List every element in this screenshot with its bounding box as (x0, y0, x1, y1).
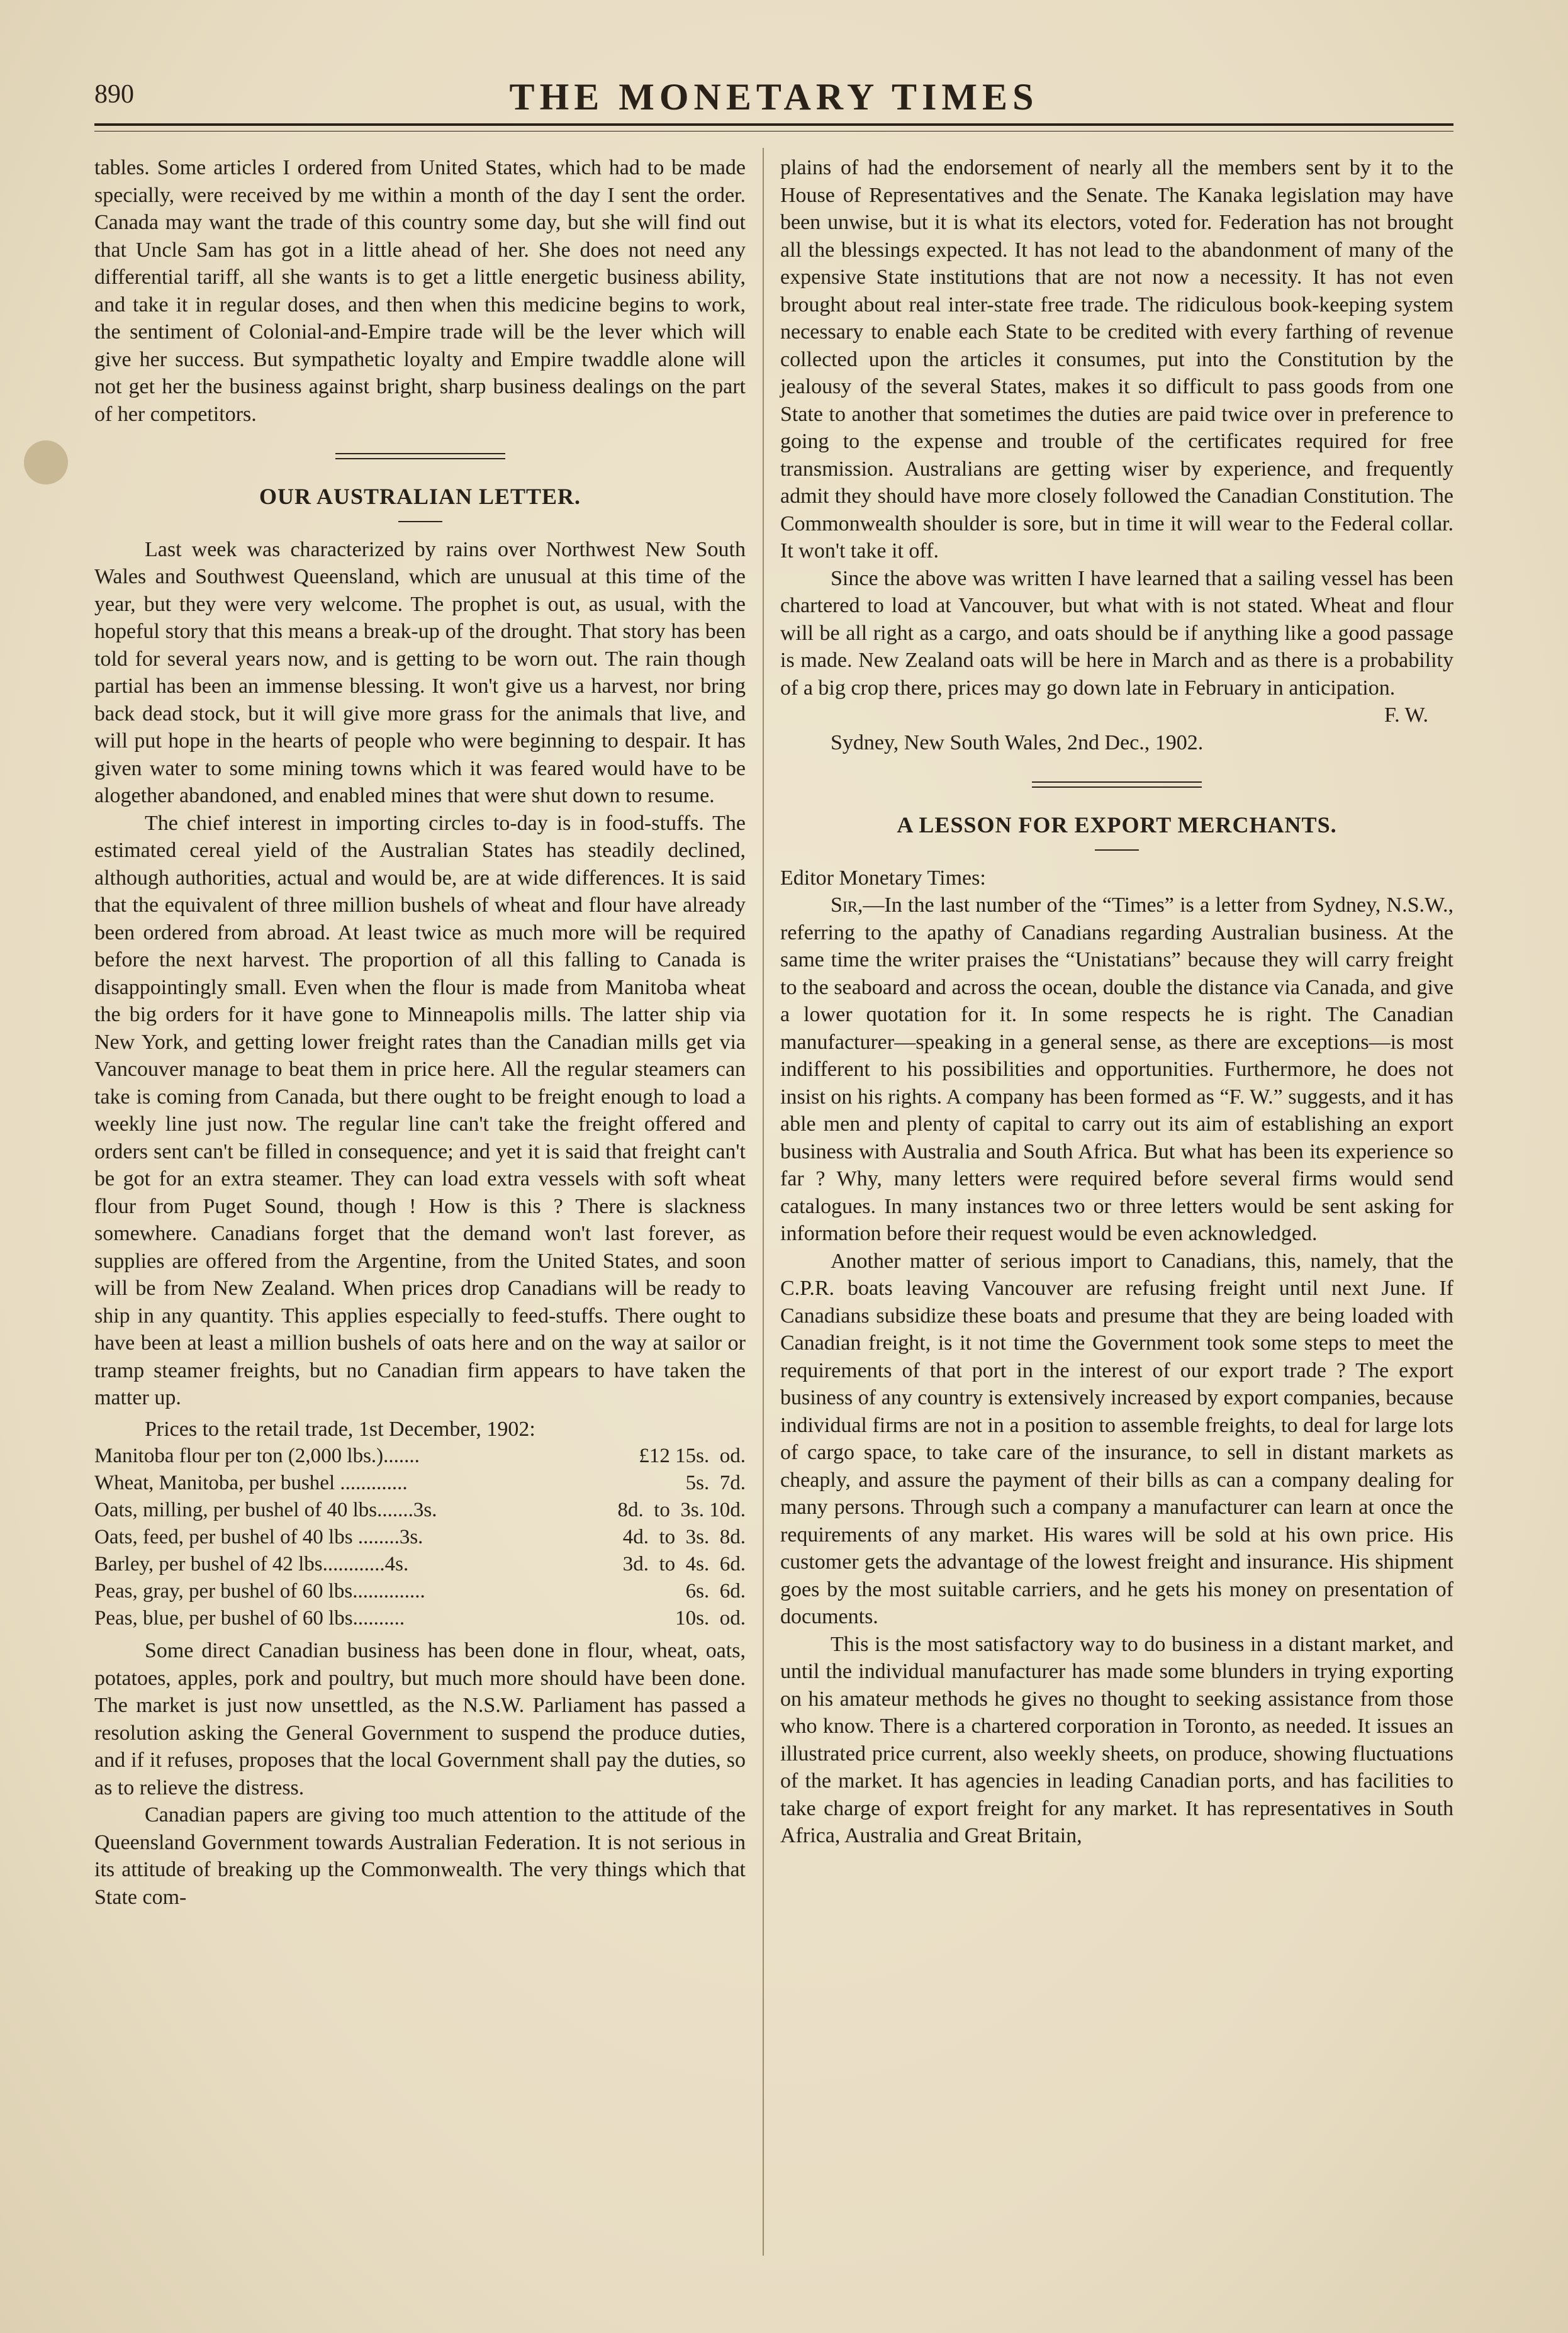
price-value: 5s. 7d. (685, 1472, 746, 1494)
price-value: 8d. to 3s. 10d. (617, 1499, 746, 1521)
article-paragraph: Canadian papers are giving too much attention to the attitude of the Queensland Government towards Australian Federation. It is not serious in its attitude of breaking up the Commonwealth. The very things which that State com- (94, 1803, 746, 1909)
article-paragraph: The chief interest in importing circles to-day is in food-stuffs. The estimated cereal yield of the Australian States has steadily declined, although authorities, actual and would be, are at wide differences. It is said that the equivalent of three million bushels of wheat and flour have already been ordered from abroad. At least twice as much more will be required before the next harvest. The proportion of all this falling to Canada is disappointingly small. Even when the flour is made from Manitoba wheat the big orders for it have gone to Minneapolis mills. The latter ship via New York, and getting lower freight rates than the Canadian mills get via Vancouver manage to beat them in price here. All the regular steamers can take is coming from Canada, but there ought to be freight enough to load a weekly line just now. The regular line can't take the freight offered and orders sent can't be filled in consequence; and yet it is said that freight can't be got for an extra steamer. They can load extra vessels with soft wheat flour from Puget Sound, though ! How is this ? There is slackness somewhere. Canadians forget that the demand won't last forever, as supplies are offered from the Argentine, from the United States, and soon will be from New Zealand. When prices drop Canadians will be ready to ship in any quantity. This applies especially to feed-stuffs. There ought to have been at least a million bushels of oats here and on the way at sailor or tramp steamer freights, but no Canadian firm appears to have taken the matter up. (94, 811, 746, 1409)
price-row (94, 1578, 746, 1605)
postscript-paragraph: Since the above was written I have learned that a sailing vessel has been chartered to load at Vancouver, but what with is not stated. Wheat and flour will be all right as a cargo, and oats should be if anything like a good passage is made. New Zealand oats will be here in March and as there is a probability of a big crop there, prices may go down late in February in anticipation. (780, 566, 1453, 700)
sir-greeting: Sir, (831, 893, 863, 917)
continuation-paragraph: plains of had the endorsement of nearly all the members sent by it to the House of Representatives and the Senate. The Kanaka legislation may have been unwise, but it is what its electors, voted for. Federation has not brought all the blessings expected. It has not lead to the abandonment of many of the expensive State institutions that are not now a necessity. It has not even brought about real inter-state free trade. The ridiculous book-keeping system necessary to enable each State to be credited with every farthing of revenue collected upon the articles it consumes, put into the Constitution by the jealousy of the several States, makes it so difficult to pass goods from one State to another that sometimes the duties are paid twice over in preference to going to the expense and trouble of the certificates required for free transmission. Australians are getting wiser by experience, and frequently admit they should have more closely followed the Canadian Constitution. The Commonwealth shoulder is sore, but in time it will wear to the Federal collar. It won't take it off. (780, 156, 1453, 562)
article-paragraph: Last week was characterized by rains over Northwest New South Wales and Southwest Queensland, which are unusual at this time of the year, but they were very welcome. The prophet is out, as usual, with the hopeful story that this means a break-up of the drought. That story has been told for several years now, and is getting to be worn out. The rain though partial has been an immense blessing. It won't give us a harvest, nor bring back dead stock, but it will give more grass for the animals that live, and will put hope in the hearts of people who were beginning to despair. It has given water to some mining towns which it was feared would have to be alogether abandoned, and enabled mines that were shut down to resume. (94, 537, 746, 807)
price-value: 4d. to 3s. 8d. (622, 1526, 746, 1548)
left-column (94, 154, 746, 1911)
masthead-title: THE MONETARY TIMES (509, 76, 1039, 118)
price-item: Barley, per bushel of 42 lbs............4s. (94, 1553, 409, 1575)
article-heading-export-merchants: A LESSON FOR EXPORT MERCHANTS. (897, 812, 1337, 837)
letter-paragraph-text: —In the last number of the “Times” is a letter from Sydney, N.S.W., referring to the apathy of Canadians regarding Australian business. At the same time the writer praises the “Unistatians” because they will carry freight to the seaboard and across the ocean, double the distance via Canada, and give a lower quotation for it. In some respects he is right. The Canadian manufacturer—speaking in a general sense, as there are exceptions—is most indifferent to his possibilities and opportunities. Furthermore, he does not insist on his rights. A company has been formed as “F. W.” suggests, and it has able men and plenty of capital to carry out its aim of establishing an export business with Australia and South Africa. But what has been its experience so far ? Why, many letters were required before several firms would send catalogues. In many instances two or three letters would be sent asking for information before their request would be even acknowledged. (780, 893, 1453, 1245)
price-item: Wheat, Manitoba, per bushel ............. (94, 1472, 408, 1494)
opening-paragraph: tables. Some articles I ordered from United States, which had to be made specially, were received by me within a month of the day I sent the order. Canada may want the trade of this country some day, but she will find out that Uncle Sam has got in a little ahead of her. She does not need any differential tariff, all she wants is to get a little energetic business ability, and take it in regular doses, and then when this medicine begins to work, the sentiment of Colonial-and-Empire trade will be the lever which will give her success. But sympathetic loyalty and Empire twaddle alone will not get her the business against bright, sharp business dealings on the part of her competitors. (94, 156, 746, 426)
dateline: Sydney, New South Wales, 2nd Dec., 1902. (831, 730, 1204, 754)
salutation: Editor Monetary Times: (780, 866, 986, 890)
price-value: 6s. 6d. (685, 1580, 746, 1603)
heading-rule (398, 521, 442, 522)
price-row (94, 1470, 746, 1497)
price-item: Oats, milling, per bushel of 40 lbs.......3s. (94, 1499, 437, 1521)
price-item: Oats, feed, per bushel of 40 lbs ........3s. (94, 1526, 423, 1548)
article-paragraph: Some direct Canadian business has been done in flour, wheat, oats, potatoes, apples, pork and poultry, but much more should have been done. The market is just now unsettled, as the N.S.W. Parliament has passed a resolution asking the General Government to suspend the produce duties, and if it refuses, proposes that the local Government shall pay the duties, so as to relieve the distress. (94, 1639, 746, 1799)
right-column (780, 154, 1453, 1850)
price-row (94, 1551, 746, 1578)
article-heading-australian-letter: OUR AUSTRALIAN LETTER. (259, 484, 581, 509)
price-item: Peas, blue, per bushel of 60 lbs.......... (94, 1607, 405, 1630)
price-list (94, 1443, 746, 1632)
price-row (94, 1605, 746, 1632)
binding-hole (24, 440, 68, 484)
signature: F. W. (1384, 703, 1428, 727)
letter-paragraph (780, 892, 1453, 1248)
page-header (94, 76, 1453, 126)
prices-intro: Prices to the retail trade, 1st December, 1902: (145, 1417, 535, 1441)
letter-paragraph: This is the most satisfactory way to do business in a distant market, and until the individual manufacturer has made some blunders in trying exporting on his amateur methods he gives no thought to seeking assistance from those who know. There is a chartered corporation in Toronto, as needed. It issues an illustrated price current, also weekly sheets, on produce, showing fluctuations of the market. It has agencies in leading Canadian ports, and has facilities to take charge of export freight for any market. It has representatives in South Africa, Australia and Great Britain, (780, 1632, 1453, 1847)
price-value: 3d. to 4s. 6d. (622, 1553, 746, 1575)
heading-rule (1095, 849, 1139, 851)
header-rule (94, 123, 1453, 126)
price-item: Peas, gray, per bushel of 60 lbs.............. (94, 1580, 425, 1603)
section-separator (335, 453, 505, 459)
price-item: Manitoba flour per ton (2,000 lbs.)....... (94, 1445, 420, 1467)
section-separator (1032, 781, 1202, 788)
page-number: 890 (94, 80, 134, 109)
price-row (94, 1443, 746, 1470)
price-value: £12 15s. od. (639, 1445, 746, 1467)
price-row (94, 1497, 746, 1524)
letter-paragraph: Another matter of serious import to Canadians, this, namely, that the C.P.R. boats leaving Vancouver are refusing freight until next June. If Canadians subsidize these boats and presume that they are being loaded with Canadian freight, is it not time the Government took some steps to meet the requirements of that port in the interest of our export trade ? The export business of any country is extensively increased by export companies, because individual firms are not in a position to assemble freights, to deal for large lots of cargo space, to take care of the insurance, to sell in distant markets as cheaply, and assure the payment of their bills as can a company dealing for many persons. Through such a company a manufacturer can learn at once the requirements of any market. His wares will be sold at his own price. His customer gets the advantage of the lowest freight and insurance. His shipment goes by the most suitable carriers, and he gets his money on presentation of documents. (780, 1249, 1453, 1628)
price-row (94, 1524, 746, 1551)
signoff (780, 702, 1453, 729)
column-divider (763, 148, 764, 2256)
price-value: 10s. od. (675, 1607, 746, 1630)
